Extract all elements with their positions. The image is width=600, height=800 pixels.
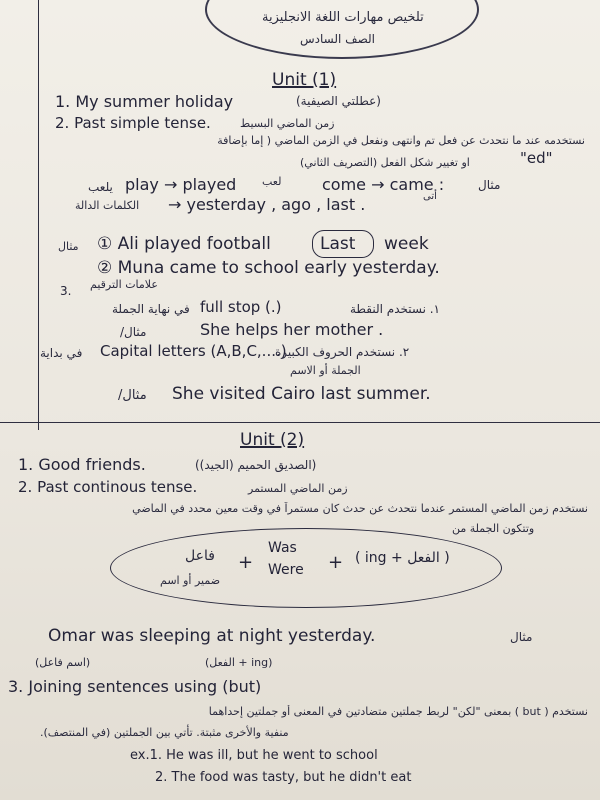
capital-ar-a: ٢. نستخدم الحروف الكبيرة: [275, 345, 410, 359]
capital-ar-b: في بداية: [40, 346, 83, 360]
unit2-item3-ar2: منفية والأخرى مثبتة. تأتي بين الجملتين (في المنتصف).: [40, 726, 289, 739]
keywords: → yesterday , ago , last .: [168, 195, 366, 214]
formula-was: Was: [268, 540, 297, 556]
ex-play: play → played: [125, 175, 237, 194]
header-title: تلخيص مهارات اللغة الانجليزية: [262, 10, 424, 25]
formula-ing: ( ing + الفعل ): [355, 550, 450, 566]
omar-ar: (اسم فاعل): [35, 656, 91, 669]
unit2-item1: 1. Good friends.: [18, 455, 146, 474]
formula-subject-sub: ضمير أو اسم: [160, 574, 221, 587]
ex-label: مثال: [478, 178, 501, 192]
ing-ar: (ing + الفعل): [205, 656, 273, 669]
header-oval: [205, 0, 479, 59]
capital-ar-c: الجملة أو الاسم: [290, 364, 361, 377]
unit2-ex2: 2. The food was tasty, but he didn't eat: [155, 770, 412, 785]
section-divider: [0, 422, 600, 423]
unit2-rule-ar: نستخدم زمن الماضي المستمر عندما نتحدث عن حدث كان مستمراً في وقت معين محدد في الماضي: [132, 502, 588, 515]
fullstop-ar-b: في نهاية الجملة: [112, 302, 190, 316]
unit1-rule-ar: نستخدمه عند ما نتحدث عن فعل تم وانتهى ونفعل في الزمن الماضي ( إما بإضافة: [217, 134, 585, 147]
punct-num: 3.: [60, 284, 72, 298]
ex2-label: مثال/: [120, 325, 147, 339]
unit1-item2-ar: زمن الماضي البسيط: [240, 117, 335, 130]
punct-ar: علامات الترقيم: [90, 278, 158, 291]
formula-subject: فاعل: [185, 548, 215, 564]
unit2-example-label: مثال: [510, 630, 533, 644]
unit2-example: Omar was sleeping at night yesterday.: [48, 626, 376, 646]
fullstop: full stop (.): [200, 298, 282, 316]
keywords-ar: الكلمات الدالة: [75, 199, 140, 212]
unit2-item3-ar: نستخدم ( but ) بمعنى "لكن" لربط جملتين متضادتين في المعنى أو جملتين إحداهما: [208, 705, 588, 718]
ex2-sentence: She helps her mother .: [200, 320, 384, 339]
capital: Capital letters (A,B,C,....): [100, 342, 287, 360]
formula-were: Were: [268, 562, 304, 578]
unit1-rule-ar2: او تغيير شكل الفعل (التصريف الثاني): [300, 156, 470, 169]
unit2-item1-ar: (الصديق الحميم (الجيد)): [195, 458, 317, 472]
ex-came-ar: أتى: [423, 191, 437, 202]
formula-plus2: +: [328, 552, 344, 573]
formula-cloud: [110, 528, 502, 608]
sent2: ② Muna came to school early yesterday.: [97, 258, 440, 278]
unit1-item1: 1. My summer holiday: [55, 92, 234, 111]
fullstop-ar-a: ١. نستخدم النقطة: [350, 302, 440, 316]
unit2-rule-ar2: وتتكون الجملة من: [452, 522, 535, 535]
unit2-title: Unit (2): [240, 430, 305, 450]
unit2-item3: 3. Joining sentences using (but): [8, 677, 262, 696]
header-subtitle: الصف السادس: [300, 32, 375, 46]
ex-come: come → came :: [322, 175, 445, 194]
ex-played-ar: لعب: [262, 175, 282, 188]
sent1-label: مثال: [58, 240, 79, 253]
unit2-ex1: ex.1. He was ill, but he went to school: [130, 748, 378, 763]
unit1-item1-ar: (عطلتي الصيفية): [296, 94, 381, 108]
sent1: ① Ali played football: [97, 234, 271, 254]
margin-line: [38, 0, 39, 430]
sent1-end: week: [384, 234, 429, 254]
ex-play-ar: يلعب: [88, 180, 113, 194]
ex3-sentence: She visited Cairo last summer.: [172, 384, 431, 404]
sent1-last: Last: [320, 234, 356, 254]
unit1-title: Unit (1): [272, 70, 337, 90]
unit2-item2: 2. Past continous tense.: [18, 478, 198, 496]
unit2-item2-ar: زمن الماضي المستمر: [248, 482, 348, 495]
formula-plus1: +: [238, 552, 254, 573]
unit1-ed: "ed": [520, 149, 553, 167]
unit1-item2: 2. Past simple tense.: [55, 114, 211, 132]
ex3-label: مثال/: [118, 388, 147, 403]
